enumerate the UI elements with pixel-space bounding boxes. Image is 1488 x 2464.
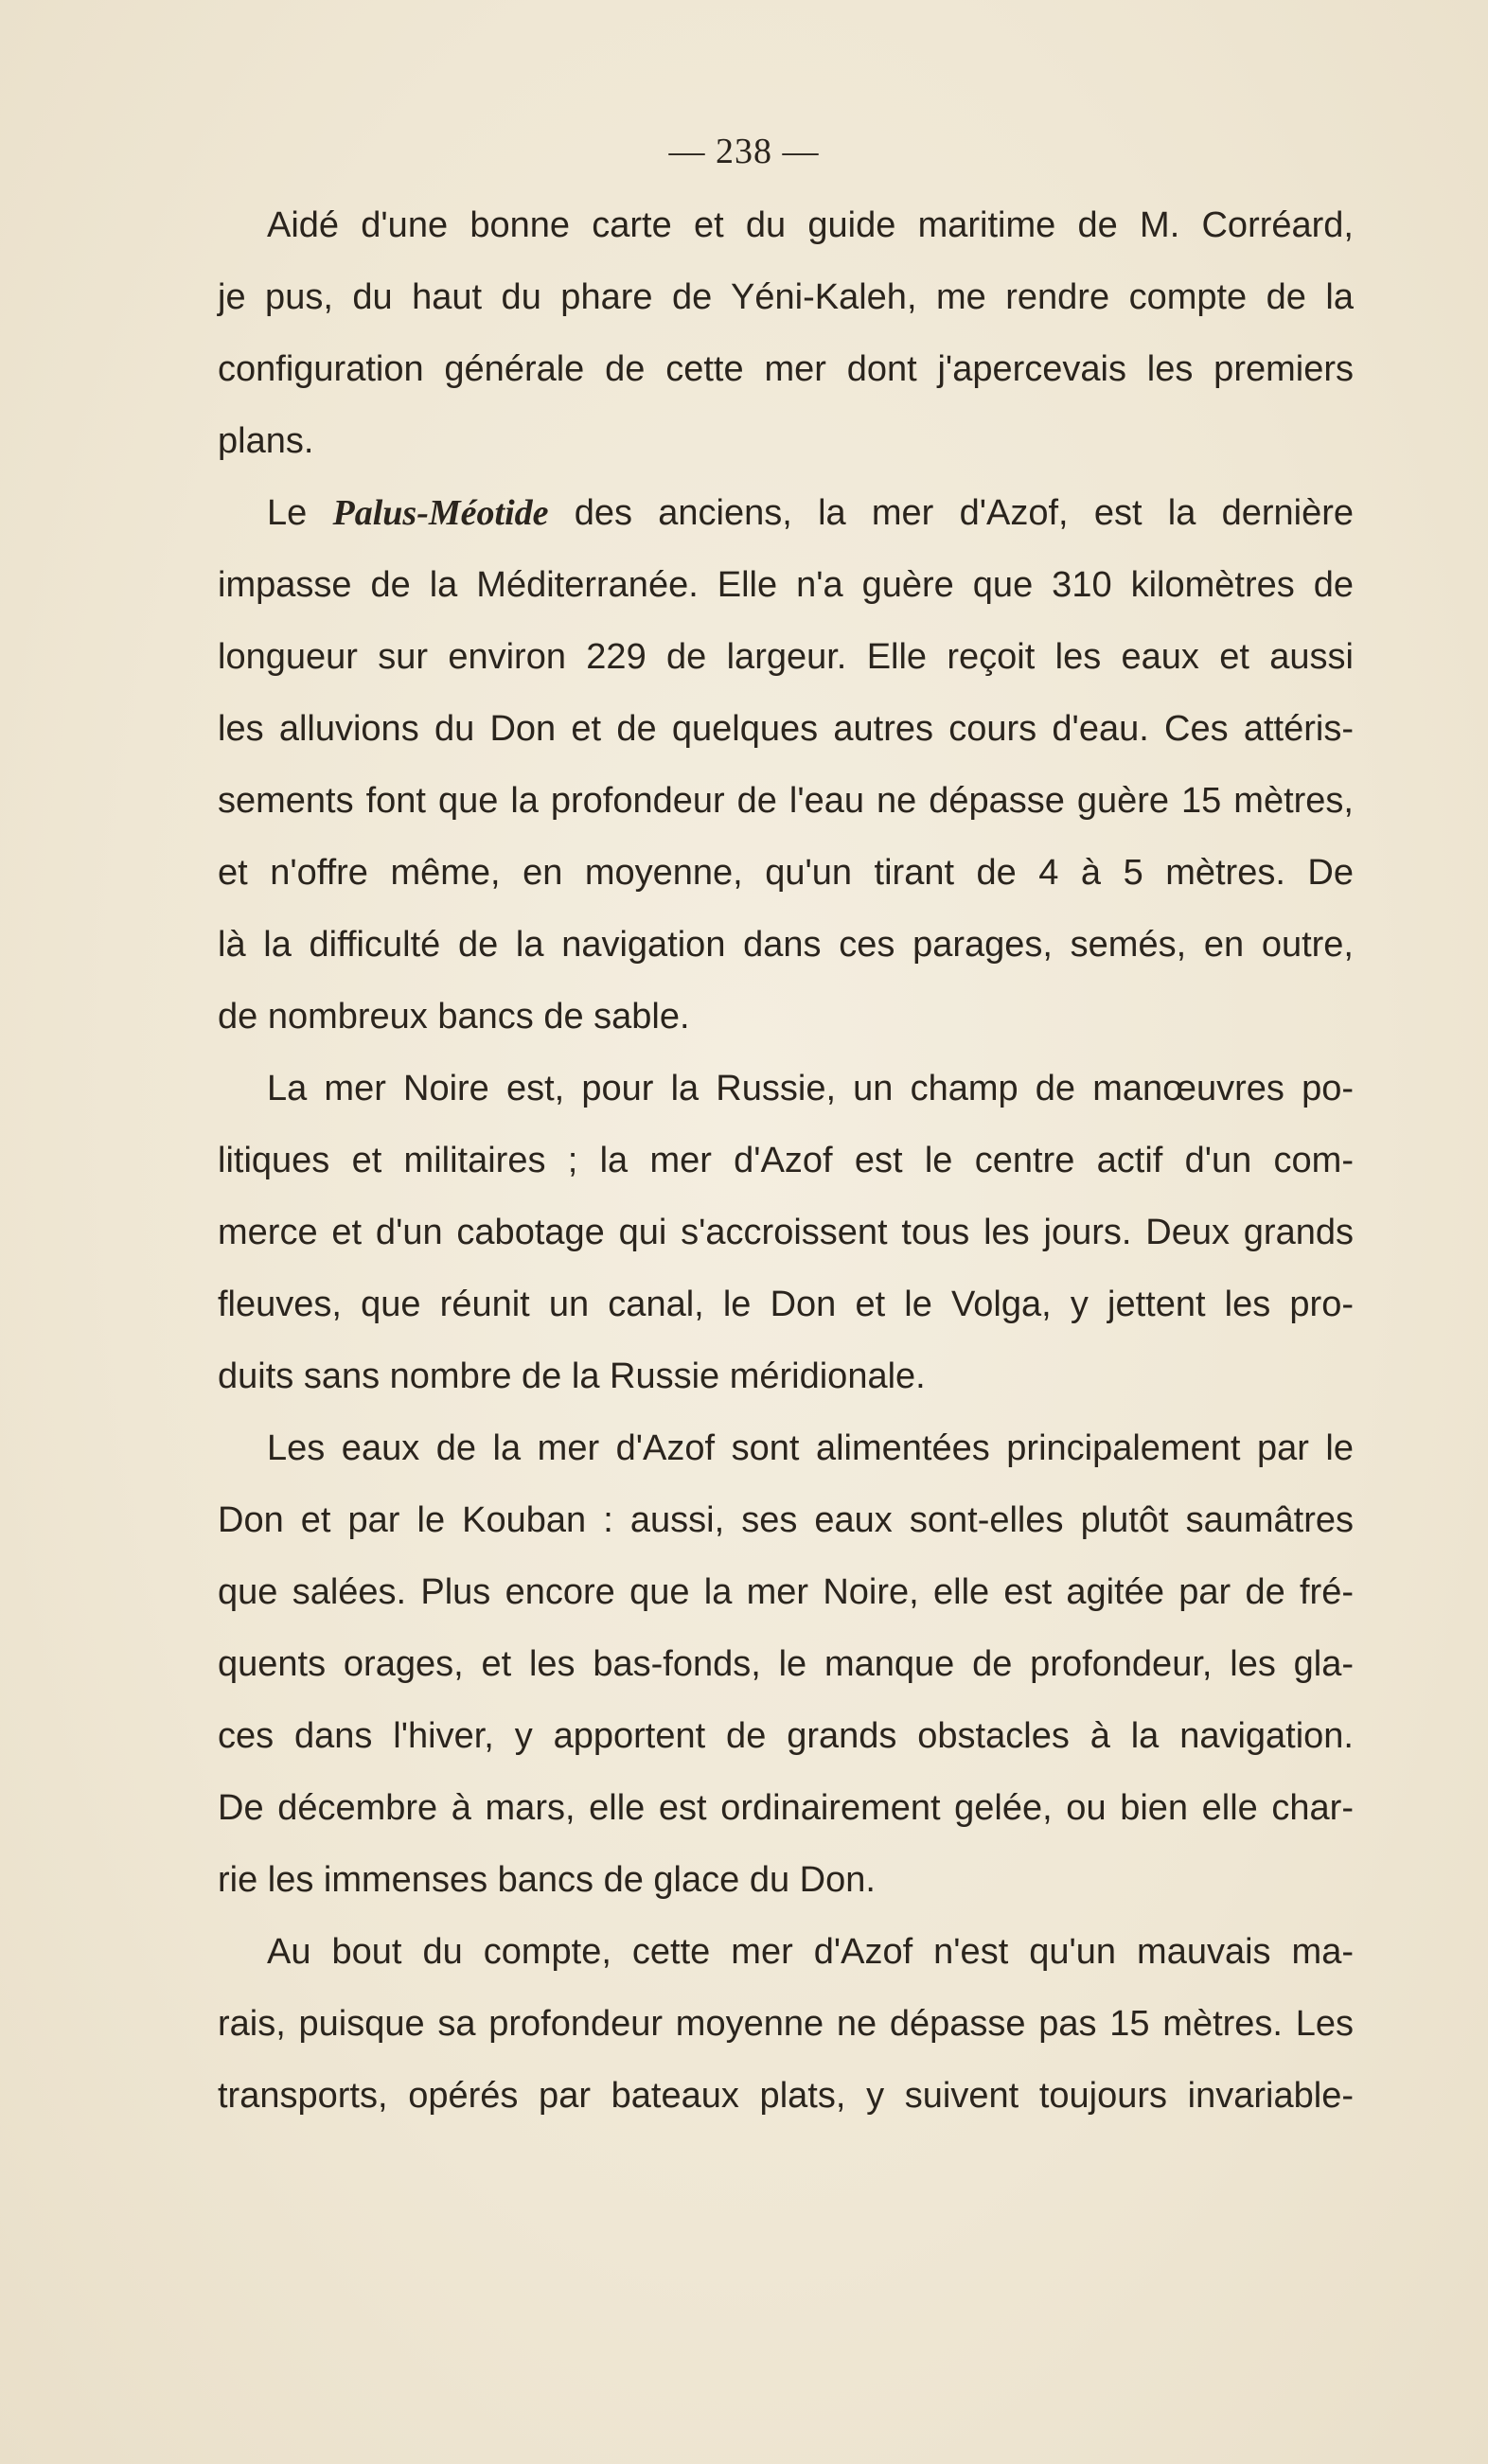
page-number: — 238 — [668, 132, 820, 171]
text-line: duits sans nombre de la Russie méridionale. [218, 1356, 926, 1396]
text-line: transports, opérés par bateaux plats, y suivent toujours invariable- [218, 2076, 1354, 2116]
text-line: et n'offre même, en moyenne, qu'un tirant de 4 à 5 mètres. De [218, 853, 1354, 893]
text-line: ces dans l'hiver, y apportent de grands obstacles à la navigation. [218, 1716, 1354, 1756]
body-text [218, 189, 1354, 2132]
text-line: Au bout du compte, cette mer d'Azof n'est qu'un mauvais ma- [267, 1932, 1354, 1972]
text-line: de nombreux bancs de sable. [218, 997, 690, 1037]
text-line: merce et d'un cabotage qui s'accroissent tous les jours. Deux grands [218, 1213, 1354, 1252]
text-line: litiques et militaires ; la mer d'Azof est le centre actif d'un com- [218, 1141, 1354, 1180]
text-line: longueur sur environ 229 de largeur. Elle reçoit les eaux et aussi [218, 637, 1354, 677]
italic-term: Palus-Méotide [332, 493, 549, 533]
line-prefix: Le [267, 493, 333, 533]
text-line: Don et par le Kouban : aussi, ses eaux sont-elles plutôt saumâtres [218, 1500, 1354, 1540]
text-line: fleuves, que réunit un canal, le Don et le Volga, y jettent les pro- [218, 1285, 1354, 1324]
text-line: La mer Noire est, pour la Russie, un champ de manœuvres po- [267, 1069, 1354, 1108]
text-line-with-italic [218, 477, 1354, 549]
line-rest: des anciens, la mer d'Azof, est la dernière [574, 493, 1354, 533]
text-line: là la difficulté de la navigation dans ces parages, semés, en outre, [218, 925, 1354, 965]
text-line: Les eaux de la mer d'Azof sont alimentées principalement par le [267, 1428, 1354, 1468]
text-line: configuration générale de cette mer dont j'apercevais les premiers [218, 349, 1354, 389]
text-line: rais, puisque sa profondeur moyenne ne dépasse pas 15 mètres. Les [218, 2004, 1354, 2044]
text-line: De décembre à mars, elle est ordinairement gelée, ou bien elle char- [218, 1788, 1354, 1828]
text-line: les alluvions du Don et de quelques autres cours d'eau. Ces attéris- [218, 709, 1354, 749]
text-line: que salées. Plus encore que la mer Noire, elle est agitée par de fré- [218, 1572, 1354, 1612]
text-line: sements font que la profondeur de l'eau ne dépasse guère 15 mètres, [218, 781, 1354, 821]
text-line: plans. [218, 421, 314, 461]
text-line: je pus, du haut du phare de Yéni-Kaleh, me rendre compte de la [218, 277, 1354, 317]
text-line: rie les immenses bancs de glace du Don. [218, 1860, 876, 1900]
text-line: Aidé d'une bonne carte et du guide maritime de M. Corréard, [267, 205, 1354, 245]
text-line: quents orages, et les bas-fonds, le manque de profondeur, les gla- [218, 1644, 1354, 1684]
text-line: impasse de la Méditerranée. Elle n'a guère que 310 kilomètres de [218, 565, 1354, 605]
